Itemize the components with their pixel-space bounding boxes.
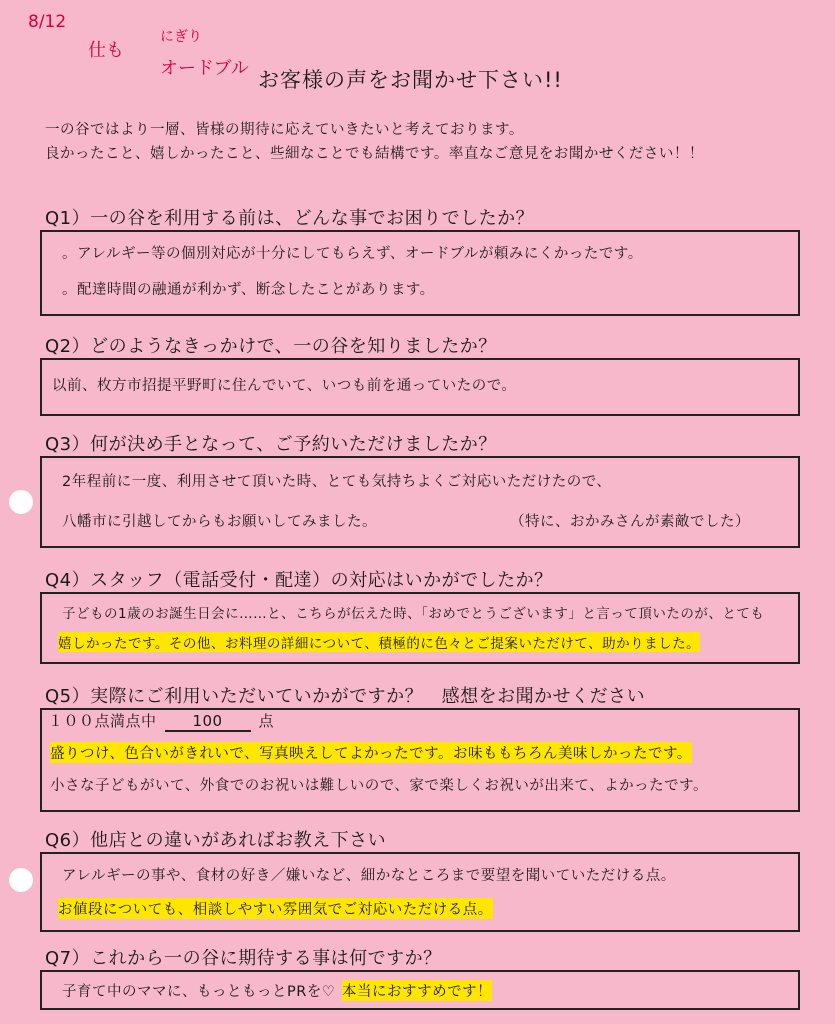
answer-text-highlighted: お値段についても、相談しやすい雰囲気でご対応いただける点。 xyxy=(58,898,493,919)
answer-box-3 xyxy=(40,456,800,548)
answer-box-7 xyxy=(40,970,800,1010)
binder-hole xyxy=(9,868,33,892)
question-4: Q4）スタッフ（電話受付・配達）の対応はいかがでしたか？ xyxy=(45,570,553,591)
intro-line-2: 良かったこと、嬉しかったこと、些細なことでも結構です。率直なご意見をお聞かせください！！ xyxy=(45,146,704,162)
answer-text: 。配達時間の融通が利かず、断念したことがあります。 xyxy=(62,282,435,298)
question-3: Q3）何が決め手となって、ご予約いただけましたか？ xyxy=(45,434,497,455)
question-7: Q7）これから一の谷に期待する事は何ですか？ xyxy=(45,948,442,969)
answer-text: 小さな子どもがいて、外食でのお祝いは難しいので、家で楽しくお祝いが出来て、よかったです。 xyxy=(50,778,708,794)
answer-box-6 xyxy=(40,852,800,932)
answer-text-highlighted: 本当におすすめです！ xyxy=(342,980,492,1001)
question-2: Q2）どのようなきっかけで、一の谷を知りましたか？ xyxy=(45,336,497,357)
order-type-note: にぎり xyxy=(160,29,202,45)
question-6: Q6）他店との違いがあればお教え下さい xyxy=(45,830,387,851)
score-suffix: 点 xyxy=(258,712,275,730)
name-note: 仕も xyxy=(88,40,124,61)
score-row xyxy=(48,710,274,732)
answer-text: 。アレルギー等の個別対応が十分にしてもらえず、オードブルが頼みにくかったです。 xyxy=(62,246,643,262)
answer-text-highlighted: 嬉しかったです。その他、お料理の詳細について、積極的に色々とご提案いただけて、助かりました。 xyxy=(58,632,700,652)
answer-text: （特に、おかみさんが素敵でした） xyxy=(510,514,750,530)
score-value: 100 xyxy=(165,712,251,732)
answer-box-5 xyxy=(40,708,800,812)
answer-box-2 xyxy=(40,358,800,416)
page-title: お客様の声をお聞かせ下さい!! xyxy=(258,68,563,92)
answer-box-1 xyxy=(40,230,800,316)
order-type-note-2: オードブル xyxy=(160,58,249,79)
question-5: Q5）実際にご利用いただいていかがですか？ 感想をお聞かせください xyxy=(45,686,646,707)
answer-text: 八幡市に引越してからもお願いしてみました。 xyxy=(62,514,377,530)
answer-text: アレルギーの事や、食材の好き／嫌いなど、細かなところまで要望を聞いていただける点。 xyxy=(62,868,676,884)
score-prefix: １００点満点中 xyxy=(48,712,157,730)
binder-hole xyxy=(9,490,33,514)
answer-text: 子どもの1歳のお誕生日会に……と、こちらが伝えた時、「おめでとうございます」と言って頂いたのが、とても xyxy=(62,606,765,622)
question-1: Q1）一の谷を利用する前は、どんな事でお困りでしたか？ xyxy=(45,208,535,229)
answer-text: 2年程前に一度、利用させて頂いた時、とても気持ちよくご対応いただけたので、 xyxy=(62,474,612,490)
answer-text-highlighted: 盛りつけ、色合いがきれいで、写真映えしてよかったです。お味ももちろん美味しかったです。 xyxy=(50,742,692,763)
date-note: 8/12 xyxy=(28,12,67,32)
answer-box-4 xyxy=(40,592,800,664)
intro-line-1: 一の谷ではより一層、皆様の期待に応えていきたいと考えております。 xyxy=(45,122,524,138)
answer-text: 以前、枚方市招提平野町に住んでいて、いつも前を通っていたので。 xyxy=(52,378,517,394)
answer-text: 子育て中のママに、もっともっとPRを♡ xyxy=(62,984,336,1000)
